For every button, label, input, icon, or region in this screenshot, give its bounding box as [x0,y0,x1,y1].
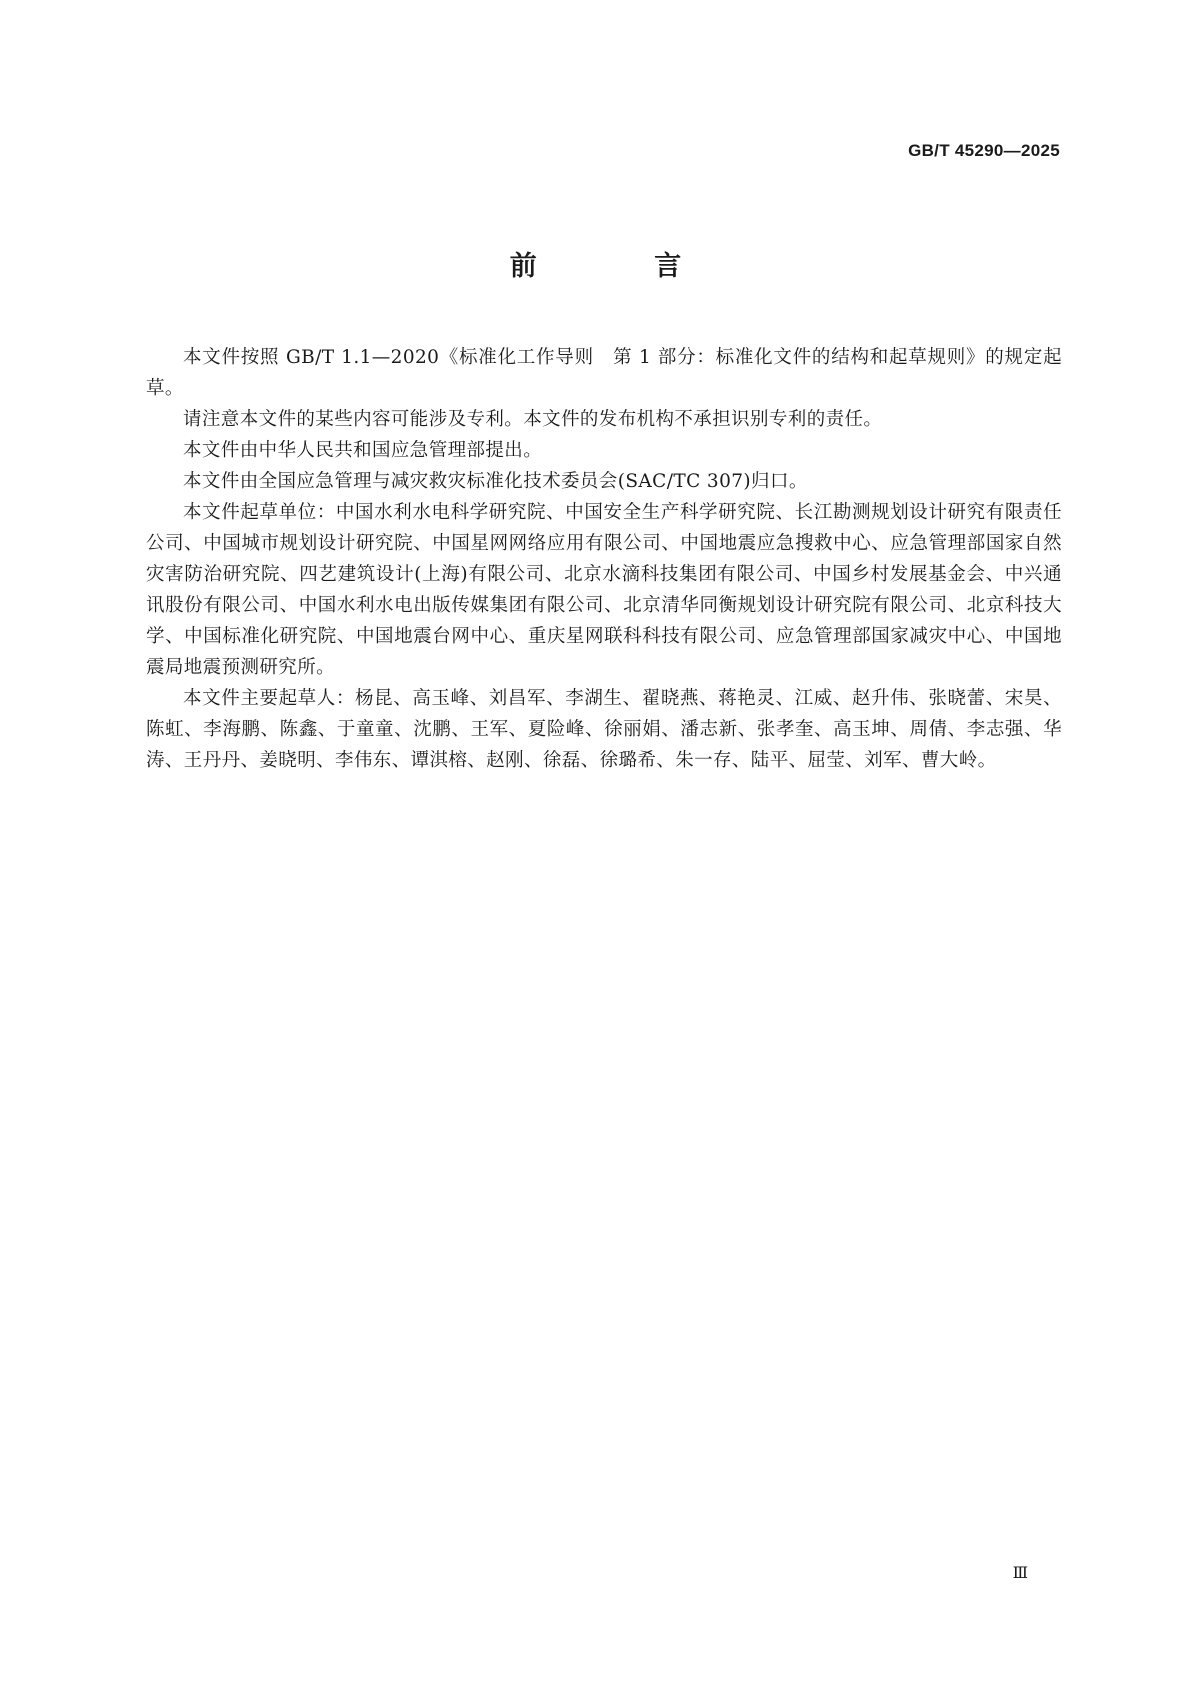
document-body [146,342,1062,776]
paragraph-centralized-unit: 本文件由全国应急管理与减灾救灾标准化技术委员会(SAC/TC 307)归口。 [183,471,808,492]
paragraph-patent-notice: 请注意本文件的某些内容可能涉及专利。本文件的发布机构不承担识别专利的责任。 [183,409,883,430]
paragraph-proposer: 本文件由中华人民共和国应急管理部提出。 [183,440,543,461]
standard-code: GB/T 45290—2025 [908,141,1060,160]
paragraph-drafting-rules: 本文件按照 GB/T 1.1—2020《标准化工作导则 第 1 部分：标准化文件的结构和起草规则》的规定起草。 [146,347,1062,399]
page-number: Ⅲ [1012,1563,1028,1582]
paragraph-drafting-units: 本文件起草单位：中国水利水电科学研究院、中国安全生产科学研究院、长江勘测规划设计研究有限责任公司、中国城市规划设计研究院、中国星网网络应用有限公司、中国地震应急搜救中心、应急管理部国家自然灾害防治研究院、四艺建筑设计(上海)有限公司、北京水滴科技集团有限公司、中国乡村发展基金会、中兴通讯股份有限公司、中国水利水电出版传媒集团有限公司、北京清华同衡规划设计研究院有限公司、北京科技大学、中国标准化研究院、中国地震台网中心、重庆星网联科科技有限公司、应急管理部国家减灾中心、中国地震局地震预测研究所。 [146,502,1062,678]
page-title: 前 言 [509,251,736,282]
paragraph-drafters: 本文件主要起草人：杨昆、高玉峰、刘昌军、李湖生、翟晓燕、蒋艳灵、江威、赵升伟、张晓蕾、宋昊、陈虹、李海鹏、陈鑫、于童童、沈鹏、王军、夏险峰、徐丽娟、潘志新、张孝奎、高玉坤、周倩、李志强、华涛、王丹丹、姜晓明、李伟东、谭淇榕、赵刚、徐磊、徐璐希、朱一存、陆平、屈莹、刘军、曹大岭。 [146,688,1062,771]
